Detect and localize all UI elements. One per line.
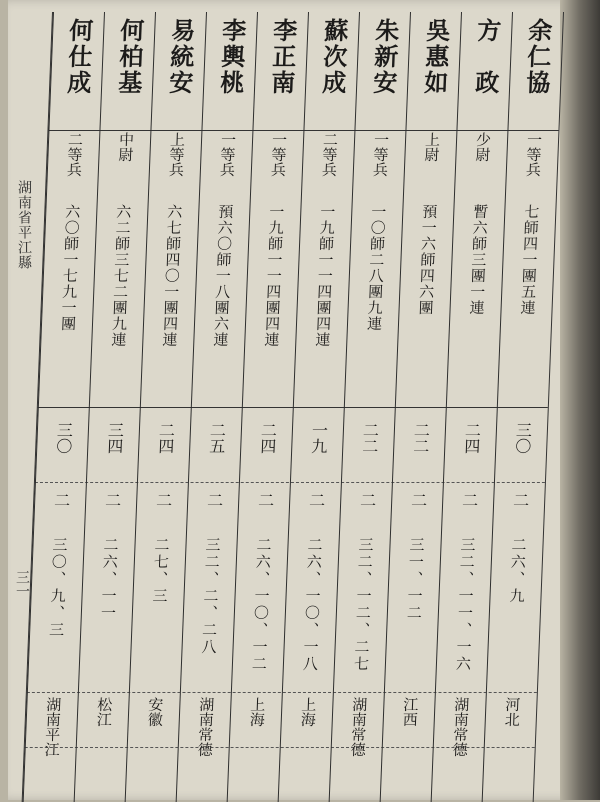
cell-rank: 二等兵 bbox=[64, 132, 85, 177]
cell-unit: 預六〇師一八團六連 bbox=[211, 204, 235, 348]
book-spine-shadow bbox=[560, 0, 600, 800]
cell-code: 二 bbox=[51, 492, 72, 508]
cell-native-place: 湖南常德 bbox=[348, 697, 369, 757]
cell-age: 三四 bbox=[104, 422, 125, 454]
cell-unit: 一九師一一四團四連 bbox=[313, 204, 337, 348]
cell-name: 何柏基 bbox=[113, 18, 146, 96]
cell-native-place: 安徽 bbox=[145, 697, 165, 727]
cell-date: 三〇、九、三 bbox=[46, 537, 69, 639]
cell-age: 二二 bbox=[410, 422, 431, 454]
cell-rank: 少尉 bbox=[473, 132, 493, 162]
cell-unit: 六七師四〇一團四連 bbox=[160, 204, 184, 348]
cell-code: 二 bbox=[510, 492, 531, 508]
cell-rank: 一等兵 bbox=[217, 132, 238, 177]
cell-code: 二 bbox=[459, 492, 480, 508]
cell-date: 二六、一〇、一八 bbox=[300, 537, 324, 673]
cell-native-place: 河北 bbox=[502, 697, 522, 727]
cell-rank: 二等兵 bbox=[319, 132, 340, 177]
cell-code: 二 bbox=[102, 492, 123, 508]
cell-date: 三一、一二 bbox=[404, 537, 426, 622]
cell-age: 二四 bbox=[155, 422, 176, 454]
cell-name: 易統安 bbox=[164, 18, 197, 96]
margin-caption: 湖南省平江縣 bbox=[16, 180, 32, 270]
cell-name: 朱新安 bbox=[368, 18, 401, 96]
cell-name: 李輿桃 bbox=[215, 18, 248, 96]
cell-code: 二 bbox=[153, 492, 174, 508]
cell-date: 二六、一一 bbox=[98, 537, 120, 622]
cell-name: 余仁協 bbox=[521, 18, 554, 96]
cell-code: 二 bbox=[306, 492, 327, 508]
cell-native-place: 湖南常德 bbox=[450, 697, 471, 757]
cell-rank: 上尉 bbox=[422, 132, 442, 162]
cell-name: 李正南 bbox=[266, 18, 299, 96]
cell-unit: 預一六師四六團 bbox=[416, 204, 439, 316]
cell-age: 二五 bbox=[206, 422, 227, 454]
cell-name: 方 政 bbox=[470, 18, 503, 96]
cell-age: 二四 bbox=[461, 422, 482, 454]
cell-name: 蘇次成 bbox=[317, 18, 350, 96]
cell-age: 二四 bbox=[257, 422, 278, 454]
cell-native-place: 湖南常德 bbox=[195, 697, 216, 757]
cell-native-place: 上海 bbox=[298, 697, 318, 727]
cell-date: 二六、一〇、一二 bbox=[249, 537, 273, 673]
cell-rank: 一等兵 bbox=[268, 132, 289, 177]
cell-unit: 一九師一一四團四連 bbox=[262, 204, 286, 348]
cell-date: 二七、三 bbox=[150, 537, 171, 605]
cell-unit: 暫六師三團一連 bbox=[467, 204, 490, 316]
roster-table bbox=[22, 12, 564, 802]
cell-native-place: 上海 bbox=[247, 697, 267, 727]
cell-native-place: 湖南平江 bbox=[42, 697, 63, 757]
cell-date: 三二、二、二八 bbox=[199, 537, 222, 656]
cell-code: 二 bbox=[204, 492, 225, 508]
cell-age: 三〇 bbox=[512, 422, 533, 454]
cell-date: 二六、九 bbox=[507, 537, 528, 605]
cell-age: 二二 bbox=[359, 422, 380, 454]
cell-rank: 上等兵 bbox=[166, 132, 187, 177]
cell-code: 二 bbox=[408, 492, 429, 508]
cell-rank: 一等兵 bbox=[370, 132, 391, 177]
cell-unit: 一〇師二八團九連 bbox=[364, 204, 388, 332]
cell-unit: 六二師三七二團九連 bbox=[109, 204, 133, 348]
cell-native-place: 松江 bbox=[94, 697, 114, 727]
cell-rank: 中尉 bbox=[116, 132, 136, 162]
cell-age: 一九 bbox=[308, 422, 329, 454]
cell-name: 何仕成 bbox=[62, 18, 95, 96]
cell-date: 三二、一一、一六 bbox=[453, 537, 477, 673]
cell-native-place: 江西 bbox=[400, 697, 420, 727]
cell-rank: 一等兵 bbox=[523, 132, 544, 177]
cell-code: 二 bbox=[357, 492, 378, 508]
cell-date: 三二、一二、二七 bbox=[351, 537, 375, 673]
cell-unit: 六〇師一七九一團 bbox=[58, 204, 82, 332]
cell-name: 吳惠如 bbox=[419, 18, 452, 96]
cell-age: 三〇 bbox=[53, 422, 74, 454]
page-number: 三一 bbox=[14, 570, 30, 598]
cell-unit: 七師四一團五連 bbox=[518, 204, 541, 316]
cell-code: 二 bbox=[255, 492, 276, 508]
